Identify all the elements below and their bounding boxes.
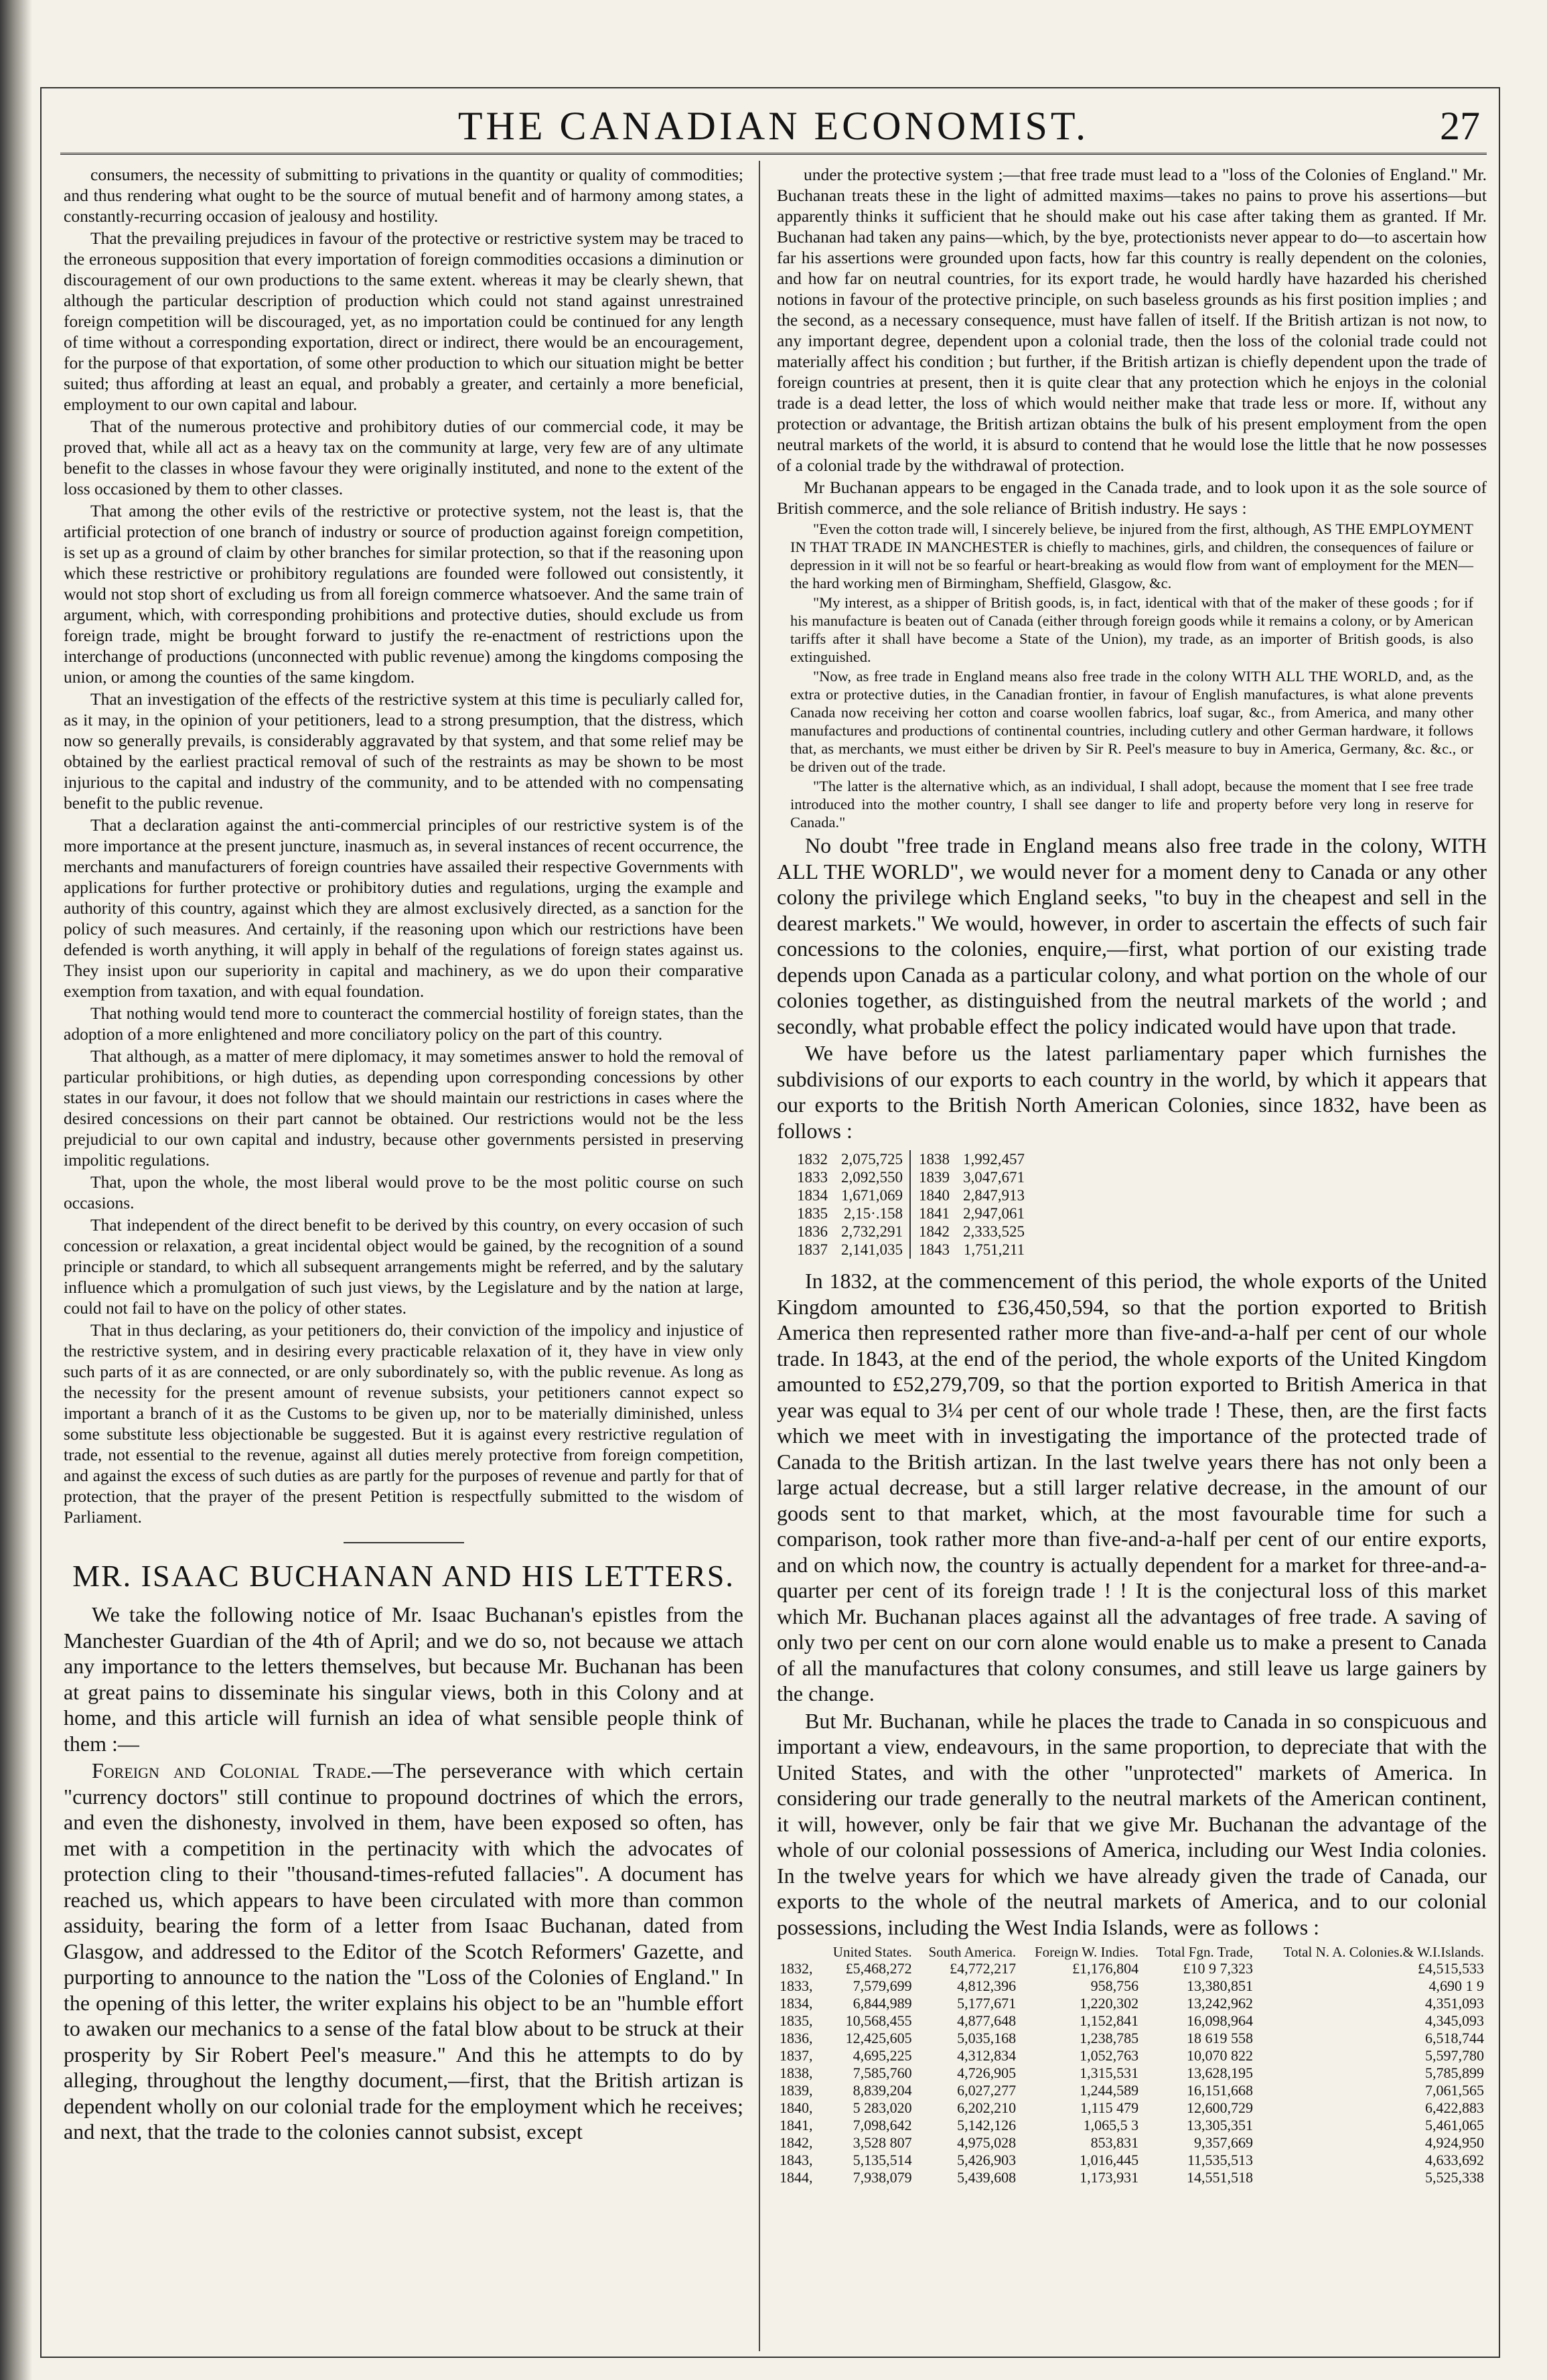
value-cell: £4,772,217 xyxy=(950,1960,1017,1977)
header-rule xyxy=(60,153,1487,155)
petition-paragraph: That although, as a matter of mere diplomacy, it may sometimes answer to hold the removal of particular prohibitions, or high duties, as depending upon corresponding concessions by other states in our favour, it does not follow that we should maintain our restrictions in cases where the desired concessions on their part cannot be obtained. Our restrictions would not be the less prejudicial to our own capital and industry, because other governments persisted in preserving impolitic regulations. xyxy=(64,1046,743,1170)
value-cell: 7,585,760 xyxy=(853,2064,912,2081)
article-paragraph xyxy=(64,1758,743,2145)
value-cell: 13,242,962 xyxy=(1187,1995,1254,2012)
section-rule xyxy=(344,1542,464,1543)
table-row xyxy=(777,1995,1487,2012)
value-cell: 6,844,989 xyxy=(853,1995,912,2012)
value-cell: 16,151,668 xyxy=(1187,2082,1254,2099)
petition-paragraph: That the prevailing prejudices in favour of the protective or restrictive system may be traced to the erroneous supposition that every importation of foreign commodities occasions a diminution or discouragement of our own productions to the same extent. whereas it may be clearly shewn, that although the particular description of production which could not stand against unrestrained foreign competition will be discouraged, yet, as no importation could be continued for any length of time without a corresponding exportation, direct or indirect, there would be an encouragement, for the purpose of that exportation, of some other production to which our situation might be better suited; thus affording at least an equal, and probably a greater, and certainly a more beneficial, employment to our own capital and labour. xyxy=(64,228,743,414)
value-cell: 3,047,671 xyxy=(963,1169,1025,1186)
value-cell: 6,518,744 xyxy=(1425,2030,1484,2046)
value-cell: £5,468,272 xyxy=(845,1960,912,1977)
year-cell: 1839 xyxy=(919,1169,950,1186)
table-row xyxy=(777,2169,1487,2186)
article-paragraph: But Mr. Buchanan, while he places the trade to Canada in so conspicuous and important a view, endeavours, in the same proportion, to depreciate that with the United States, and with the other "unprotected" markets of America. In considering our trade generally to the neutral markets of the American continent, it will, however, only be fair that we give Mr. Buchanan the advantage of the whole of our colonial possessions of America, including our West India colonies. In the twelve years for which we have already given the trade of Canada, our exports to the whole of the neutral markets of America, and to our colonial possessions, including the West India Islands, were as follows : xyxy=(777,1708,1487,1939)
page-number: 27 xyxy=(1440,104,1480,148)
value-cell: £10 9 7,323 xyxy=(1183,1960,1254,1977)
petition-paragraph: consumers, the necessity of submitting to privations in the quantity or quality of commodities; and thus rendering what ought to be the source of mutual benefit and of harmony among states, a constantly-recurring occasion of jealousy and hostility. xyxy=(64,165,743,226)
year-cell: 1832 xyxy=(797,1151,828,1168)
year-cell: 1842, xyxy=(780,2134,813,2151)
value-cell: 14,551,518 xyxy=(1187,2169,1254,2186)
article-title: MR. ISAAC BUCHANAN AND HIS LETTERS. xyxy=(72,1559,735,1593)
column-header: Total N. A. Colonies.& W.I.Islands. xyxy=(1283,1944,1484,1960)
article-paragraph-text: —The perseverance with which certain "currency doctors" still continue to propound doctrines of which the errors, and even the dishonesty, involved in them, have been exposed so often, has met with a competition in the pertinacity with which the advocates of protection cling to their "thousand-times-refuted fallacies". A document has reached us, which appears to have been circulated with more than common assiduity, bearing the form of a letter from Isaac Buchanan, dated from Glasgow, and addressed to the Editor of the Scotch Reformers' Gazette, and purporting to announce to the nation the "Loss of the Colonies of England." In the opening of this letter, the writer explains his object to be an "humble effort to awaken our mechanics to a sense of the fatal blow about to be struck at their prosperity by Sir Robert Peel's measure." And this he attempts to do by alleging, throughout the lengthy document,—first, that the British artizan is dependent wholly on our colonial trade for the employment which he receives; and next, that the trade to the colonies cannot subsist, except xyxy=(64,1758,743,2144)
value-cell: 7,938,079 xyxy=(853,2169,912,2186)
right-column xyxy=(777,164,1487,2348)
value-cell: 4,695,225 xyxy=(853,2047,912,2064)
year-cell: 1838 xyxy=(919,1151,950,1168)
year-cell: 1833 xyxy=(797,1169,828,1186)
article-body xyxy=(64,1602,743,2145)
value-cell: 1,238,785 xyxy=(1080,2030,1139,2046)
year-cell: 1838, xyxy=(780,2064,813,2081)
table-row xyxy=(777,2082,1487,2099)
value-cell: 1,115 479 xyxy=(1080,2099,1139,2116)
value-cell: 7,061,565 xyxy=(1425,2082,1484,2099)
table-row xyxy=(777,2134,1487,2152)
table-row xyxy=(777,2012,1487,2030)
value-cell: 4,312,834 xyxy=(957,2047,1017,2064)
value-cell: 2,333,525 xyxy=(963,1223,1025,1240)
trade-table xyxy=(777,1944,1487,2186)
value-cell: 6,202,210 xyxy=(957,2099,1017,2116)
value-cell: 11,535,513 xyxy=(1187,2152,1254,2168)
table-row xyxy=(790,1186,1031,1204)
year-cell: 1837 xyxy=(797,1241,828,1258)
buchanan-quote xyxy=(777,520,1487,831)
exports-table xyxy=(790,1150,1031,1259)
year-cell: 1832, xyxy=(780,1960,813,1977)
article-paragraph: We have before us the latest parliamentary paper which furnishes the subdivisions of our exports to each country in the world, by which it appears that our exports to the British North American Colonies, since 1832, have been as follows : xyxy=(777,1041,1487,1143)
year-cell: 1834, xyxy=(780,1995,813,2012)
table-row xyxy=(777,2117,1487,2134)
value-cell: 2,847,913 xyxy=(963,1187,1025,1204)
column-divider xyxy=(759,161,760,2351)
petition-paragraph: That among the other evils of the restrictive or protective system, not the least is, that the artificial protection of one branch of industry or source of production against foreign competition, is set up as a ground of claim by other branches for similar protection, so that if the reasoning upon which these restrictive or prohibitory regulations are founded were followed out consistently, it would not stop short of excluding us from all foreign commerce whatsoever. And the same train of argument, which, with corresponding prohibitions and protective duties, should exclude us from foreign trade, might be brought forward to justify the re-enactment of restrictions upon the interchange of productions (unconnected with public revenue) among the kingdoms composing the union, or among the counties of the same kingdom. xyxy=(64,501,743,687)
value-cell: 18 619 558 xyxy=(1187,2030,1254,2046)
year-cell: 1834 xyxy=(797,1187,828,1204)
quote-paragraph: "Now, as free trade in England means also free trade in the colony WITH ALL THE WORLD, and, as the extra or protective duties, in the Canadian frontier, in favour of English manufactures, is what alone prevents Canada now receiving her cotton and coarse woollen fabrics, loaf sugar, &c., from America, and many other manufactures and productions of continental countries, including cutlery and other German hardware, it follows that, as merchants, we must either be driven by Sir R. Peel's measure to buy in America, Germany, &c. &c., or be driven out of the trade. xyxy=(790,668,1473,775)
article-paragraph: We take the following notice of Mr. Isaac Buchanan's epistles from the Manchester Guardian of the 4th of April; and we do so, not because we attach any importance to the letters themselves, but because Mr. Buchanan has been at great pains to disseminate his singular views, both in this Colony and at home, and this article will furnish an idea of what sensible people think of them :— xyxy=(64,1602,743,1756)
year-cell: 1835 xyxy=(797,1205,828,1222)
article-paragraph: No doubt "free trade in England means also free trade in the colony, WITH ALL THE WORLD", we would never for a moment deny to Canada or any other colony the privilege which England seeks, "to buy in the cheapest and sell in the dearest markets." We would, however, in order to ascertain the effects of such fair concessions to the colonies, enquire,—first, what portion of our existing trade depends upon Canada as a particular colony, and what portion on the whole of our colonies together, as distinguished from the neutral markets of the world ; and secondly, what probable effect the policy indicated would have upon that trade. xyxy=(777,833,1487,1038)
table-row xyxy=(790,1222,1031,1241)
petition-paragraph: That a declaration against the anti-commercial principles of our restrictive system is of the more importance at the present juncture, inasmuch as, in several instances of recent occurrence, the merchants and manufacturers of foreign countries have assailed their respective Governments with applications for further protective or prohibitory duties and regulations, urging the example and authority of this country, against which they are almost exclusively directed, as a sanction for the policy of such measures. And certainly, if the reasoning upon which our restrictions have been defended is worth anything, it will apply in behalf of the regulations of foreign states against us. They insist upon our superiority in capital and machinery, as we do upon their comparative exemption from taxation, and with equal foundation. xyxy=(64,815,743,1001)
value-cell: 7,579,699 xyxy=(853,1977,912,1994)
right-text-2 xyxy=(777,833,1487,1143)
value-cell: 16,098,964 xyxy=(1187,2012,1254,2029)
article-paragraph: under the protective system ;—that free trade must lead to a "loss of the Colonies of England." Mr. Buchanan treats these in the light of admitted maxims—takes no pains to prove his assertions—but apparently thinks it sufficient that he should make out his case after taking them as granted. If Mr. Buchanan had taken any pains—which, by the bye, protectionists never appear to do—to ascertain how far his assertions were grounded upon facts, how far this country is really dependent on the colonies, and how far on neutral countries, for its export trade, he would hardly have hazarded his cherished notions in favour of the protective principle, on such baseless grounds as his first position implies ; and the second, as a necessary consequence, must have fallen of itself. If the British artizan is not now, to any important degree, dependent upon a colonial trade, then the loss of the colonial trade could not materially affect his condition ; but further, if the British artizan is chiefly dependent upon the trade of foreign countries at present, then it is quite clear that any protection which he enjoys in the colonial trade is a dead letter, the loss of which would neither make that trade less or more. If, without any protection or advantage, the British artizan obtains the bulk of his present employment from the open neutral markets of the world, it is absurd to contend that he would lose the little that he now possesses of a colonial trade by the withdrawal of protection. xyxy=(777,165,1487,475)
lead-in: Foreign and Colonial Trade. xyxy=(92,1758,372,1782)
value-cell: 1,751,211 xyxy=(963,1241,1025,1258)
value-cell: 4,633,692 xyxy=(1425,2152,1484,2168)
petition-paragraph: That nothing would tend more to counteract the commercial hostility of foreign states, than the adoption of a more enlightened and more conciliatory policy on the part of this country. xyxy=(64,1003,743,1044)
year-cell: 1843, xyxy=(780,2152,813,2168)
table-row xyxy=(777,2064,1487,2082)
right-text-1 xyxy=(777,164,1487,518)
petition-paragraph: That of the numerous protective and prohibitory duties of our commercial code, it may be proved that, while all act as a heavy tax on the community at large, very few are of any ultimate benefit to the classes in whose favour they were originally instituted, and none to the extent of the loss occasioned by them to other classes. xyxy=(64,417,743,498)
table-row xyxy=(777,2030,1487,2047)
column-header: United States. xyxy=(832,1944,912,1960)
value-cell: 8,839,204 xyxy=(853,2082,912,2099)
column-header xyxy=(777,1944,820,1960)
year-cell: 1840 xyxy=(919,1187,950,1204)
value-cell: 5,439,608 xyxy=(957,2169,1017,2186)
value-cell: 4,924,950 xyxy=(1425,2134,1484,2151)
value-cell: 5,785,899 xyxy=(1425,2064,1484,2081)
value-cell: £1,176,804 xyxy=(1072,1960,1139,1977)
value-cell: 853,831 xyxy=(1090,2134,1139,2151)
year-cell: 1833, xyxy=(780,1977,813,1994)
value-cell: 3,528 807 xyxy=(853,2134,912,2151)
quote-paragraph: "My interest, as a shipper of British goods, is, in fact, identical with that of the maker of these goods ; for if his manufacture is beaten out of Canada (either through foreign goods while it remains a colony, or by American tariffs after it shall have become a State of the Union), my trade, as an importer of British goods, is also extinguished. xyxy=(790,594,1473,665)
value-cell: 958,756 xyxy=(1090,1977,1139,1994)
value-cell: 2,947,061 xyxy=(963,1205,1025,1222)
value-cell: 10,070 822 xyxy=(1187,2047,1254,2064)
value-cell: 5,135,514 xyxy=(853,2152,912,2168)
value-cell: 5,035,168 xyxy=(957,2030,1017,2046)
table-row xyxy=(777,1960,1487,1977)
value-cell: 4,351,093 xyxy=(1425,1995,1484,2012)
petition-paragraph: That independent of the direct benefit to be derived by this country, on every occasion of such concession or relaxation, a great incidental object would be gained, by the recognition of a sound principle or standard, to which all subsequent arrangements might be referred, and by the salutary influence which a promulgation of such just views, by the Legislature and by the nation at large, could not fail to have on the policy of other states. xyxy=(64,1215,743,1318)
year-cell: 1839, xyxy=(780,2082,813,2099)
value-cell: 13,305,351 xyxy=(1187,2117,1254,2133)
year-cell: 1841 xyxy=(919,1205,950,1222)
table-row xyxy=(777,2099,1487,2117)
year-cell: 1837, xyxy=(780,2047,813,2064)
value-cell: 1,992,457 xyxy=(963,1151,1025,1168)
value-cell: 4,877,648 xyxy=(957,2012,1017,2029)
value-cell: 1,152,841 xyxy=(1080,2012,1139,2029)
petition-text xyxy=(64,164,743,1527)
year-cell: 1842 xyxy=(919,1223,950,1240)
article-paragraph: In 1832, at the commencement of this period, the whole exports of the United Kingdom amounted to £36,450,594, so that the portion exported to British America then represented rather more than five-and-a-half per cent of our whole trade. In 1843, at the end of the period, the whole exports of the United Kingdom amounted to £52,279,709, so that the portion exported to British America in that year was equal to 3¼ per cent of our whole trade ! These, then, are the first facts which we meet with in investigating the importance of the protected trade of Canada to the British artizan. In the last twelve years there has not only been a large actual decrease, but a still larger relative decrease, in the amount of our goods sent to that market, which, at the most favourable time for such a comparison, took rather more than five-and-a-half per cent of our entire exports, and on which now, the country is actually dependent for a market for three-and-a-quarter per cent of its foreign trade ! ! It is the conjectural loss of this market which Mr. Buchanan places against all the advantages of free trade. A saving of only two per cent on our corn alone would enable us to make a present to Canada of all the manufactures that colony consumes, and still leave us large gainers by the change. xyxy=(777,1269,1487,1705)
table-row xyxy=(790,1150,1031,1168)
value-cell: 12,425,605 xyxy=(845,2030,912,2046)
value-cell: 1,173,931 xyxy=(1080,2169,1139,2186)
year-cell: 1835, xyxy=(780,2012,813,2029)
value-cell: 1,065,5 3 xyxy=(1083,2117,1139,2133)
table-row xyxy=(790,1168,1031,1186)
table-row xyxy=(790,1241,1031,1259)
value-cell: 5,461,065 xyxy=(1425,2117,1484,2133)
right-text-3 xyxy=(777,1268,1487,1940)
year-cell: 1841, xyxy=(780,2117,813,2133)
value-cell: 6,422,883 xyxy=(1425,2099,1484,2116)
scan-binding-edge xyxy=(0,0,32,2380)
value-cell: 4,345,093 xyxy=(1425,2012,1484,2029)
value-cell: 2,075,725 xyxy=(841,1151,903,1168)
value-cell: 5,426,903 xyxy=(957,2152,1017,2168)
table-row xyxy=(777,2047,1487,2064)
column-header: South America. xyxy=(928,1944,1017,1960)
value-cell: 4,690 1 9 xyxy=(1428,1977,1484,1994)
petition-paragraph: That an investigation of the effects of the restrictive system at this time is peculiarly called for, as it may, in the opinion of your petitioners, lead to a strong presumption, that the distress, which now so generally prevails, is considerably aggravated by that system, and that some relief may be obtained by the earliest practical removal of such of the restraints as may be shown to be most injurious to the capital and industry of the community, and to be attended with no compensating benefit to the public revenue. xyxy=(64,689,743,813)
value-cell: 5,597,780 xyxy=(1425,2047,1484,2064)
masthead-title: THE CANADIAN ECONOMIST. xyxy=(457,104,1090,148)
value-cell: 12,600,729 xyxy=(1187,2099,1254,2116)
year-cell: 1836 xyxy=(797,1223,828,1240)
year-cell: 1840, xyxy=(780,2099,813,2116)
value-cell: 1,671,069 xyxy=(841,1187,903,1204)
value-cell: 2,141,035 xyxy=(841,1241,903,1258)
value-cell: 13,380,851 xyxy=(1187,1977,1254,1994)
petition-paragraph: That in thus declaring, as your petitioners do, their conviction of the impolicy and injustice of the restrictive system, and in desiring every practicable relaxation of it, they have in view only such parts of it as are connected, or are only subordinately so, with the public revenue. As long as the necessity for the present amount of revenue subsists, your petitioners cannot expect so important a branch of it as the Customs to be given up, nor to be materially diminished, unless some substitute less objectionable be suggested. But it is against every restrictive regulation of trade, not essential to the revenue, against all duties merely protective from foreign competition, and against the excess of such duties as are partly for the purposes of revenue and partly for that of protection, that the prayer of the present Petition is respectfully submitted to the wisdom of Parliament. xyxy=(64,1320,743,1527)
value-cell: 5,177,671 xyxy=(957,1995,1017,2012)
column-header: Foreign W. Indies. xyxy=(1034,1944,1139,1960)
table-row xyxy=(790,1204,1031,1222)
value-cell: 4,812,396 xyxy=(957,1977,1017,1994)
column-header: Total Fgn. Trade, xyxy=(1156,1944,1254,1960)
value-cell: 5,142,126 xyxy=(957,2117,1017,2133)
quote-paragraph: "The latter is the alternative which, as an individual, I shall adopt, because the moment that I see free trade introduced into the mother country, I shall see danger to life and property before very long in reserve for Canada." xyxy=(790,778,1473,831)
quote-paragraph: "Even the cotton trade will, I sincerely believe, be injured from the first, although, AS THE EMPLOYMENT IN THAT TRADE IN MANCHESTER is chiefly to machines, girls, and children, the consequences of failure or depression in it will not be so fearful or heart-breaking as would flow from want of employment for the MEN—the hard working men of Birmingham, Sheffield, Glasgow, &c. xyxy=(790,520,1473,591)
value-cell: 6,027,277 xyxy=(957,2082,1017,2099)
value-cell: 5 283,020 xyxy=(853,2099,912,2116)
table-row xyxy=(777,2152,1487,2169)
value-cell: 1,052,763 xyxy=(1080,2047,1139,2064)
table-row xyxy=(777,1977,1487,1995)
value-cell: 2,15·.158 xyxy=(843,1205,903,1222)
value-cell: 9,357,669 xyxy=(1194,2134,1254,2151)
value-cell: 4,975,028 xyxy=(957,2134,1017,2151)
value-cell: £4,515,533 xyxy=(1418,1960,1484,1977)
petition-paragraph: That, upon the whole, the most liberal would prove to be the most politic course on such occasions. xyxy=(64,1172,743,1212)
value-cell: 7,098,642 xyxy=(853,2117,912,2133)
value-cell: 13,628,195 xyxy=(1187,2064,1254,2081)
value-cell: 2,092,550 xyxy=(841,1169,903,1186)
value-cell: 5,525,338 xyxy=(1425,2169,1484,2186)
value-cell: 1,016,445 xyxy=(1080,2152,1139,2168)
value-cell: 2,732,291 xyxy=(841,1223,903,1240)
page-header xyxy=(60,99,1487,153)
article-paragraph: Mr Buchanan appears to be engaged in the Canada trade, and to look upon it as the sole source of British commerce, and the sole reliance of British industry. He says : xyxy=(777,478,1487,518)
value-cell: 1,244,589 xyxy=(1080,2082,1139,2099)
value-cell: 10,568,455 xyxy=(845,2012,912,2029)
year-cell: 1844, xyxy=(780,2169,813,2186)
value-cell: 1,315,531 xyxy=(1080,2064,1139,2081)
value-cell: 4,726,905 xyxy=(957,2064,1017,2081)
year-cell: 1836, xyxy=(780,2030,813,2046)
value-cell: 1,220,302 xyxy=(1080,1995,1139,2012)
left-column xyxy=(64,164,743,2348)
table-header-row xyxy=(777,1944,1487,1960)
year-cell: 1843 xyxy=(919,1241,950,1258)
